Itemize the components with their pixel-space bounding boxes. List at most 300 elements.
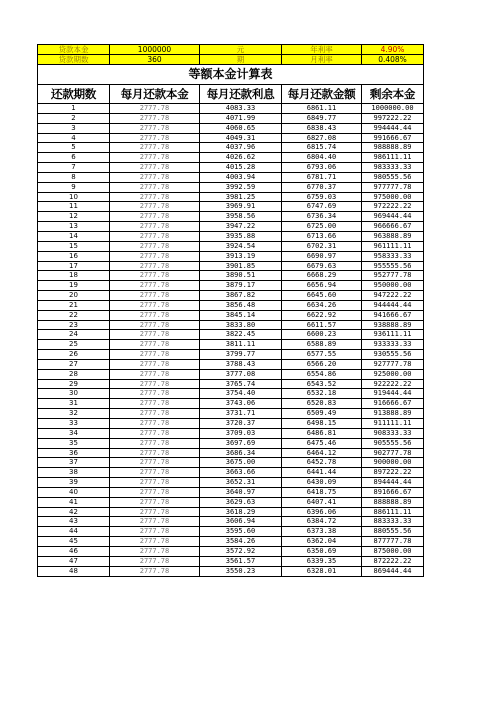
cell-payment[interactable]: 6350.69	[282, 546, 362, 556]
cell-period[interactable]: 40	[38, 487, 110, 497]
cell-remaining[interactable]: 894444.44	[362, 478, 424, 488]
cell-principal[interactable]: 2777.78	[110, 458, 200, 468]
cell-principal[interactable]: 2777.78	[110, 330, 200, 340]
table-row	[38, 241, 424, 251]
cell-principal[interactable]: 2777.78	[110, 389, 200, 399]
cell-remaining[interactable]: 883333.33	[362, 517, 424, 527]
cell-remaining[interactable]: 880555.56	[362, 527, 424, 537]
table-row	[38, 428, 424, 438]
cell-payment[interactable]: 6747.69	[282, 202, 362, 212]
cell-payment[interactable]: 6679.63	[282, 261, 362, 271]
cell-interest[interactable]: 4049.31	[200, 133, 282, 143]
cell-payment[interactable]: 6622.92	[282, 310, 362, 320]
cell-principal[interactable]: 2777.78	[110, 340, 200, 350]
cell-payment[interactable]: 6328.01	[282, 566, 362, 576]
cell-interest[interactable]: 3629.63	[200, 497, 282, 507]
cell-period[interactable]: 13	[38, 222, 110, 232]
cell-interest[interactable]: 3867.82	[200, 291, 282, 301]
cell-period[interactable]: 2	[38, 113, 110, 123]
cell-principal[interactable]: 2777.78	[110, 202, 200, 212]
cell-period[interactable]: 31	[38, 399, 110, 409]
cell-principal[interactable]: 2777.78	[110, 133, 200, 143]
cell-remaining[interactable]: 941666.67	[362, 310, 424, 320]
cell-payment[interactable]: 6407.41	[282, 497, 362, 507]
table-row	[38, 517, 424, 527]
cell-principal[interactable]: 2777.78	[110, 399, 200, 409]
cell-interest[interactable]: 3799.77	[200, 350, 282, 360]
cell-interest[interactable]: 3845.14	[200, 310, 282, 320]
cell-interest[interactable]: 3811.11	[200, 340, 282, 350]
cell-payment[interactable]: 6509.49	[282, 409, 362, 419]
cell-principal[interactable]: 2777.78	[110, 143, 200, 153]
cell-period[interactable]: 37	[38, 458, 110, 468]
cell-principal[interactable]: 2777.78	[110, 222, 200, 232]
cell-period[interactable]: 20	[38, 291, 110, 301]
cell-interest[interactable]: 4083.33	[200, 104, 282, 114]
table-row	[38, 507, 424, 517]
cell-remaining[interactable]: 997222.22	[362, 113, 424, 123]
cell-principal[interactable]: 2777.78	[110, 320, 200, 330]
cell-remaining[interactable]: 938888.89	[362, 320, 424, 330]
cell-period[interactable]: 24	[38, 330, 110, 340]
cell-remaining[interactable]: 919444.44	[362, 389, 424, 399]
cell-interest[interactable]: 4071.99	[200, 113, 282, 123]
cell-remaining[interactable]: 936111.11	[362, 330, 424, 340]
cell-period[interactable]: 30	[38, 389, 110, 399]
cell-period[interactable]: 19	[38, 281, 110, 291]
table-row	[38, 419, 424, 429]
cell-interest[interactable]: 3822.45	[200, 330, 282, 340]
table-row	[38, 192, 424, 202]
cell-payment[interactable]: 6668.29	[282, 271, 362, 281]
table-row	[38, 172, 424, 182]
cell-interest[interactable]: 4037.96	[200, 143, 282, 153]
cell-principal[interactable]: 2777.78	[110, 291, 200, 301]
cell-remaining[interactable]: 944444.44	[362, 300, 424, 310]
cell-interest[interactable]: 3709.03	[200, 428, 282, 438]
cell-interest[interactable]: 3788.43	[200, 359, 282, 369]
table-row	[38, 291, 424, 301]
cell-principal[interactable]: 2777.78	[110, 507, 200, 517]
table-row	[38, 468, 424, 478]
cell-remaining[interactable]: 994444.44	[362, 123, 424, 133]
cell-remaining[interactable]: 986111.11	[362, 153, 424, 163]
cell-payment[interactable]: 6725.00	[282, 222, 362, 232]
cell-principal[interactable]: 2777.78	[110, 428, 200, 438]
cell-payment[interactable]: 6690.97	[282, 251, 362, 261]
cell-remaining[interactable]: 947222.22	[362, 291, 424, 301]
cell-payment[interactable]: 6373.38	[282, 527, 362, 537]
cell-remaining[interactable]: 933333.33	[362, 340, 424, 350]
cell-principal[interactable]: 2777.78	[110, 123, 200, 133]
cell-payment[interactable]: 6532.18	[282, 389, 362, 399]
cell-interest[interactable]: 3913.19	[200, 251, 282, 261]
cell-principal[interactable]: 2777.78	[110, 172, 200, 182]
table-row	[38, 369, 424, 379]
cell-remaining[interactable]: 916666.67	[362, 399, 424, 409]
table-row	[38, 182, 424, 192]
cell-payment[interactable]: 6815.74	[282, 143, 362, 153]
cell-interest[interactable]: 3924.54	[200, 241, 282, 251]
cell-interest[interactable]: 4060.65	[200, 123, 282, 133]
table-row	[38, 113, 424, 123]
annual-rate-label: 年利率	[282, 45, 362, 55]
cell-principal[interactable]: 2777.78	[110, 192, 200, 202]
cell-principal[interactable]: 2777.78	[110, 163, 200, 173]
table-row	[38, 409, 424, 419]
cell-period[interactable]: 14	[38, 231, 110, 241]
cell-period[interactable]: 8	[38, 172, 110, 182]
cell-interest[interactable]: 3731.71	[200, 409, 282, 419]
cell-interest[interactable]: 3901.85	[200, 261, 282, 271]
cell-period[interactable]: 28	[38, 369, 110, 379]
cell-payment[interactable]: 6770.37	[282, 182, 362, 192]
table-row	[38, 399, 424, 409]
cell-period[interactable]: 47	[38, 556, 110, 566]
cell-principal[interactable]: 2777.78	[110, 369, 200, 379]
amount-value[interactable]: 1000000	[110, 45, 200, 55]
cell-period[interactable]: 1	[38, 104, 110, 114]
table-row	[38, 359, 424, 369]
cell-payment[interactable]: 6486.81	[282, 428, 362, 438]
table-row	[38, 231, 424, 241]
amount-unit: 元	[200, 45, 282, 55]
cell-payment[interactable]: 6362.04	[282, 537, 362, 547]
cell-payment[interactable]: 6464.12	[282, 448, 362, 458]
header-remaining: 剩余本金	[362, 85, 424, 104]
cell-principal[interactable]: 2777.78	[110, 379, 200, 389]
cell-remaining[interactable]: 900000.00	[362, 458, 424, 468]
cell-period[interactable]: 38	[38, 468, 110, 478]
cell-payment[interactable]: 6804.40	[282, 153, 362, 163]
cell-payment[interactable]: 6520.83	[282, 399, 362, 409]
cell-principal[interactable]: 2777.78	[110, 566, 200, 576]
cell-principal[interactable]: 2777.78	[110, 478, 200, 488]
cell-interest[interactable]: 3856.48	[200, 300, 282, 310]
cell-period[interactable]: 45	[38, 537, 110, 547]
cell-payment[interactable]: 6759.03	[282, 192, 362, 202]
cell-principal[interactable]: 2777.78	[110, 241, 200, 251]
table-row	[38, 212, 424, 222]
cell-payment[interactable]: 6566.20	[282, 359, 362, 369]
amount-label: 贷款本金	[38, 45, 110, 55]
cell-period[interactable]: 44	[38, 527, 110, 537]
cell-period[interactable]: 18	[38, 271, 110, 281]
cell-payment[interactable]: 6713.66	[282, 231, 362, 241]
cell-interest[interactable]: 3890.51	[200, 271, 282, 281]
cell-payment[interactable]: 6441.44	[282, 468, 362, 478]
cell-interest[interactable]: 3561.57	[200, 556, 282, 566]
cell-remaining[interactable]: 977777.78	[362, 182, 424, 192]
cell-period[interactable]: 33	[38, 419, 110, 429]
cell-interest[interactable]: 3572.92	[200, 546, 282, 556]
cell-period[interactable]: 27	[38, 359, 110, 369]
cell-period[interactable]: 26	[38, 350, 110, 360]
cell-remaining[interactable]: 983333.33	[362, 163, 424, 173]
cell-remaining[interactable]: 988888.89	[362, 143, 424, 153]
cell-payment[interactable]: 6543.52	[282, 379, 362, 389]
cell-period[interactable]: 22	[38, 310, 110, 320]
cell-interest[interactable]: 4015.28	[200, 163, 282, 173]
cell-remaining[interactable]: 897222.22	[362, 468, 424, 478]
table-row	[38, 497, 424, 507]
cell-payment[interactable]: 6781.71	[282, 172, 362, 182]
cell-principal[interactable]: 2777.78	[110, 517, 200, 527]
table-row	[38, 379, 424, 389]
cell-interest[interactable]: 3550.23	[200, 566, 282, 576]
cell-remaining[interactable]: 911111.11	[362, 419, 424, 429]
annual-rate-value[interactable]: 4.90%	[362, 45, 424, 55]
cell-period[interactable]: 17	[38, 261, 110, 271]
table-row	[38, 320, 424, 330]
cell-principal[interactable]: 2777.78	[110, 359, 200, 369]
cell-principal[interactable]: 2777.78	[110, 310, 200, 320]
cell-remaining[interactable]: 955555.56	[362, 261, 424, 271]
cell-remaining[interactable]: 888888.89	[362, 497, 424, 507]
cell-payment[interactable]: 6577.55	[282, 350, 362, 360]
cell-principal[interactable]: 2777.78	[110, 409, 200, 419]
cell-interest[interactable]: 3618.29	[200, 507, 282, 517]
cell-principal[interactable]: 2777.78	[110, 261, 200, 271]
cell-interest[interactable]: 4026.62	[200, 153, 282, 163]
cell-remaining[interactable]: 872222.22	[362, 556, 424, 566]
table-row	[38, 487, 424, 497]
cell-remaining[interactable]: 963888.89	[362, 231, 424, 241]
cell-principal[interactable]: 2777.78	[110, 556, 200, 566]
cell-remaining[interactable]: 972222.22	[362, 202, 424, 212]
cell-payment[interactable]: 6339.35	[282, 556, 362, 566]
cell-remaining[interactable]: 902777.78	[362, 448, 424, 458]
periods-value[interactable]: 360	[110, 55, 200, 65]
cell-period[interactable]: 34	[38, 428, 110, 438]
cell-principal[interactable]: 2777.78	[110, 546, 200, 556]
cell-period[interactable]: 6	[38, 153, 110, 163]
cell-principal[interactable]: 2777.78	[110, 350, 200, 360]
cell-remaining[interactable]: 952777.78	[362, 271, 424, 281]
cell-interest[interactable]: 3697.69	[200, 438, 282, 448]
cell-period[interactable]: 21	[38, 300, 110, 310]
header-payment: 每月还款金额	[282, 85, 362, 104]
cell-remaining[interactable]: 950000.00	[362, 281, 424, 291]
cell-period[interactable]: 35	[38, 438, 110, 448]
cell-remaining[interactable]: 905555.56	[362, 438, 424, 448]
cell-principal[interactable]: 2777.78	[110, 281, 200, 291]
cell-payment[interactable]: 6634.26	[282, 300, 362, 310]
table-row	[38, 222, 424, 232]
cell-period[interactable]: 43	[38, 517, 110, 527]
cell-remaining[interactable]: 980555.56	[362, 172, 424, 182]
cell-remaining[interactable]: 913888.89	[362, 409, 424, 419]
cell-principal[interactable]: 2777.78	[110, 271, 200, 281]
cell-principal[interactable]: 2777.78	[110, 448, 200, 458]
cell-remaining[interactable]: 958333.33	[362, 251, 424, 261]
cell-remaining[interactable]: 975000.00	[362, 192, 424, 202]
cell-remaining[interactable]: 875000.00	[362, 546, 424, 556]
table-row	[38, 123, 424, 133]
cell-period[interactable]: 11	[38, 202, 110, 212]
cell-interest[interactable]: 3595.60	[200, 527, 282, 537]
loan-schedule-table	[37, 44, 424, 577]
cell-payment[interactable]: 6452.78	[282, 458, 362, 468]
cell-interest[interactable]: 3992.59	[200, 182, 282, 192]
cell-period[interactable]: 3	[38, 123, 110, 133]
cell-period[interactable]: 48	[38, 566, 110, 576]
cell-principal[interactable]: 2777.78	[110, 212, 200, 222]
monthly-rate-value[interactable]: 0.408%	[362, 55, 424, 65]
cell-payment[interactable]: 6645.60	[282, 291, 362, 301]
table-row	[38, 566, 424, 576]
cell-remaining[interactable]: 877777.78	[362, 537, 424, 547]
header-row	[38, 85, 424, 104]
cell-interest[interactable]: 4003.94	[200, 172, 282, 182]
sheet-title: 等额本金计算表	[38, 65, 424, 85]
cell-remaining[interactable]: 969444.44	[362, 212, 424, 222]
cell-payment[interactable]: 6656.94	[282, 281, 362, 291]
table-row	[38, 281, 424, 291]
cell-remaining[interactable]: 922222.22	[362, 379, 424, 389]
cell-period[interactable]: 23	[38, 320, 110, 330]
cell-period[interactable]: 42	[38, 507, 110, 517]
cell-interest[interactable]: 3584.26	[200, 537, 282, 547]
cell-principal[interactable]: 2777.78	[110, 468, 200, 478]
cell-remaining[interactable]: 927777.78	[362, 359, 424, 369]
cell-payment[interactable]: 6736.34	[282, 212, 362, 222]
cell-principal[interactable]: 2777.78	[110, 537, 200, 547]
cell-principal[interactable]: 2777.78	[110, 497, 200, 507]
table-row	[38, 340, 424, 350]
table-row	[38, 202, 424, 212]
table-row	[38, 163, 424, 173]
cell-interest[interactable]: 3765.74	[200, 379, 282, 389]
cell-period[interactable]: 9	[38, 182, 110, 192]
cell-interest[interactable]: 3981.25	[200, 192, 282, 202]
cell-period[interactable]: 36	[38, 448, 110, 458]
header-interest: 每月还款利息	[200, 85, 282, 104]
cell-interest[interactable]: 3754.40	[200, 389, 282, 399]
cell-payment[interactable]: 6430.09	[282, 478, 362, 488]
table-row	[38, 537, 424, 547]
cell-payment[interactable]: 6827.08	[282, 133, 362, 143]
cell-remaining[interactable]: 966666.67	[362, 222, 424, 232]
table-row	[38, 104, 424, 114]
cell-principal[interactable]: 2777.78	[110, 419, 200, 429]
table-row	[38, 448, 424, 458]
cell-period[interactable]: 41	[38, 497, 110, 507]
table-row	[38, 556, 424, 566]
cell-period[interactable]: 7	[38, 163, 110, 173]
cell-period[interactable]: 12	[38, 212, 110, 222]
cell-principal[interactable]: 2777.78	[110, 113, 200, 123]
cell-interest[interactable]: 3969.91	[200, 202, 282, 212]
cell-remaining[interactable]: 886111.11	[362, 507, 424, 517]
cell-interest[interactable]: 3833.80	[200, 320, 282, 330]
loan-schedule-sheet	[37, 44, 423, 577]
cell-remaining[interactable]: 891666.67	[362, 487, 424, 497]
cell-remaining[interactable]: 991666.67	[362, 133, 424, 143]
cell-interest[interactable]: 3606.94	[200, 517, 282, 527]
cell-period[interactable]: 25	[38, 340, 110, 350]
cell-payment[interactable]: 6475.46	[282, 438, 362, 448]
cell-interest[interactable]: 3663.66	[200, 468, 282, 478]
table-row	[38, 251, 424, 261]
cell-principal[interactable]: 2777.78	[110, 153, 200, 163]
cell-principal[interactable]: 2777.78	[110, 182, 200, 192]
table-row	[38, 330, 424, 340]
table-row	[38, 478, 424, 488]
cell-period[interactable]: 15	[38, 241, 110, 251]
cell-period[interactable]: 4	[38, 133, 110, 143]
cell-principal[interactable]: 2777.78	[110, 231, 200, 241]
cell-remaining[interactable]: 961111.11	[362, 241, 424, 251]
cell-payment[interactable]: 6861.11	[282, 104, 362, 114]
loan-info-row-1	[38, 45, 424, 55]
cell-interest[interactable]: 3720.37	[200, 419, 282, 429]
table-row	[38, 261, 424, 271]
cell-interest[interactable]: 3777.08	[200, 369, 282, 379]
cell-payment[interactable]: 6554.86	[282, 369, 362, 379]
cell-interest[interactable]: 3879.17	[200, 281, 282, 291]
cell-interest[interactable]: 3935.88	[200, 231, 282, 241]
cell-period[interactable]: 5	[38, 143, 110, 153]
cell-principal[interactable]: 2777.78	[110, 527, 200, 537]
cell-interest[interactable]: 3947.22	[200, 222, 282, 232]
cell-payment[interactable]: 6611.57	[282, 320, 362, 330]
cell-payment[interactable]: 6498.15	[282, 419, 362, 429]
cell-remaining[interactable]: 925000.00	[362, 369, 424, 379]
table-row	[38, 458, 424, 468]
cell-interest[interactable]: 3652.31	[200, 478, 282, 488]
cell-payment[interactable]: 6418.75	[282, 487, 362, 497]
cell-payment[interactable]: 6793.06	[282, 163, 362, 173]
cell-period[interactable]: 32	[38, 409, 110, 419]
cell-payment[interactable]: 6849.77	[282, 113, 362, 123]
cell-period[interactable]: 29	[38, 379, 110, 389]
cell-period[interactable]: 46	[38, 546, 110, 556]
cell-remaining[interactable]: 908333.33	[362, 428, 424, 438]
cell-interest[interactable]: 3675.00	[200, 458, 282, 468]
cell-period[interactable]: 39	[38, 478, 110, 488]
table-row	[38, 527, 424, 537]
table-row	[38, 546, 424, 556]
table-row	[38, 153, 424, 163]
cell-principal[interactable]: 2777.78	[110, 104, 200, 114]
cell-payment[interactable]: 6838.43	[282, 123, 362, 133]
cell-payment[interactable]: 6600.23	[282, 330, 362, 340]
cell-principal[interactable]: 2777.78	[110, 487, 200, 497]
cell-interest[interactable]: 3958.56	[200, 212, 282, 222]
monthly-rate-label: 月利率	[282, 55, 362, 65]
cell-period[interactable]: 16	[38, 251, 110, 261]
cell-interest[interactable]: 3743.06	[200, 399, 282, 409]
cell-principal[interactable]: 2777.78	[110, 300, 200, 310]
cell-payment[interactable]: 6384.72	[282, 517, 362, 527]
cell-principal[interactable]: 2777.78	[110, 251, 200, 261]
cell-interest[interactable]: 3686.34	[200, 448, 282, 458]
cell-period[interactable]: 10	[38, 192, 110, 202]
table-row	[38, 300, 424, 310]
cell-remaining[interactable]: 869444.44	[362, 566, 424, 576]
cell-interest[interactable]: 3640.97	[200, 487, 282, 497]
cell-principal[interactable]: 2777.78	[110, 438, 200, 448]
cell-remaining[interactable]: 1000000.00	[362, 104, 424, 114]
cell-remaining[interactable]: 930555.56	[362, 350, 424, 360]
cell-payment[interactable]: 6396.06	[282, 507, 362, 517]
loan-info-row-2	[38, 55, 424, 65]
cell-payment[interactable]: 6588.89	[282, 340, 362, 350]
table-row	[38, 438, 424, 448]
cell-payment[interactable]: 6702.31	[282, 241, 362, 251]
table-row	[38, 133, 424, 143]
